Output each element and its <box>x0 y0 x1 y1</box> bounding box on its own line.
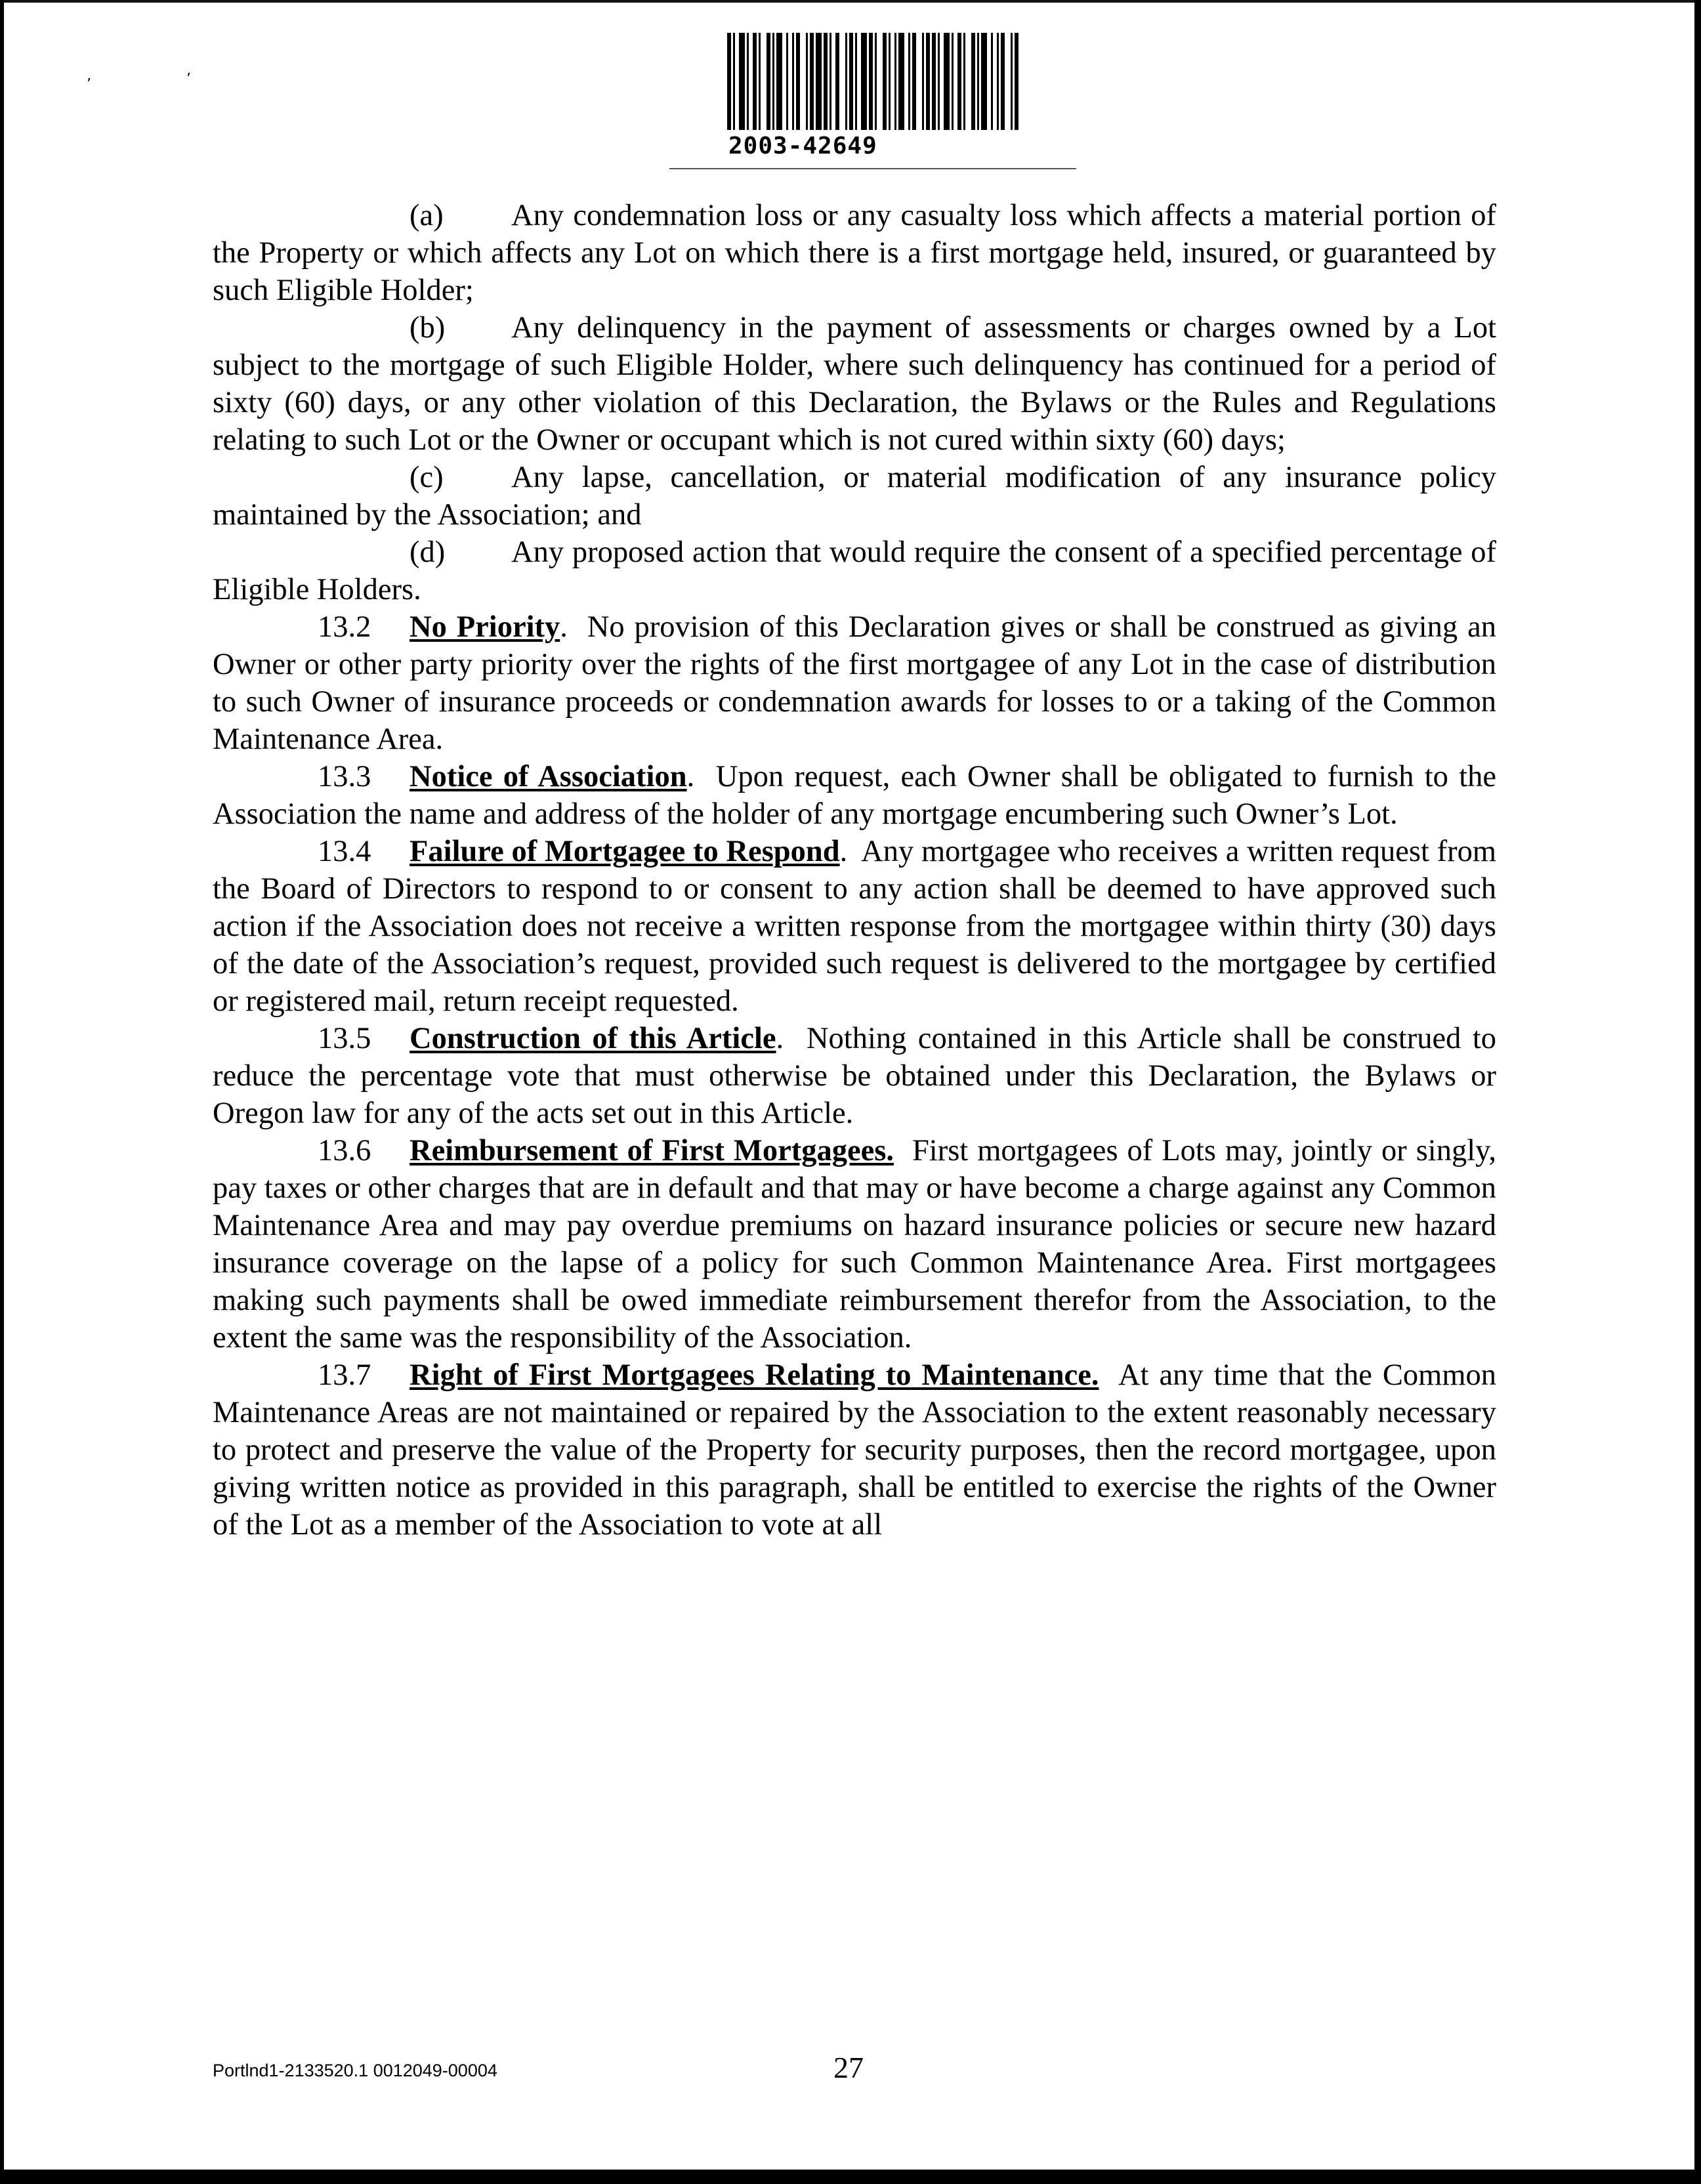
page-number: 27 <box>833 2051 864 2084</box>
recording-barcode <box>722 33 1050 184</box>
subparagraph-label: (d) <box>410 536 446 569</box>
scan-speck: ʼ <box>186 71 191 87</box>
barcode-bars <box>727 33 1022 131</box>
section-13-4 <box>213 833 1496 1020</box>
heading-punctuation: . <box>560 610 568 644</box>
section-text: At any time that the Common Maintenance Areas are not maintained or repaired by the Association to the extent reasonably necessary to protect and preserve the value of the Property for security purposes, then the record mortgagee, upon giving written notice as provided in this paragraph, shall be entitled to exercise the rights of the Owner of the Lot as a member of the Association to vote at all <box>213 1358 1496 1542</box>
subparagraph-label: (c) <box>410 461 444 494</box>
section-number: 13.7 <box>318 1358 371 1392</box>
heading-punctuation: . <box>776 1022 784 1055</box>
heading-punctuation: . <box>686 760 695 793</box>
subparagraph-text: Any lapse, cancellation, or material modification of any insurance policy maintained by the Association; and <box>213 461 1496 532</box>
section-text: Nothing contained in this Article shall be construed to reduce the percentage vote that must otherwise be obtained under this Declaration, the Bylaws or Oregon law for any of the acts set out in this Article. <box>213 1022 1496 1130</box>
scan-border-bottom <box>0 2170 1701 2184</box>
subparagraph-label: (b) <box>410 311 446 345</box>
subparagraph-text: Any condemnation loss or any casualty loss which affects a material portion of the Property or which affects any Lot on which there is a first mortgage held, insured, or guaranteed by such Eligible Holder; <box>213 199 1496 307</box>
scan-border-right <box>1694 0 1701 2184</box>
footer-document-id: Portlnd1-2133520.1 0012049-00004 <box>213 2061 497 2080</box>
section-heading: Right of First Mortgagees Relating to Maintenance. <box>410 1358 1099 1392</box>
scan-border-left <box>0 0 4 2184</box>
section-13-7 <box>213 1356 1496 1544</box>
section-heading: Failure of Mortgagee to Respond <box>410 835 840 868</box>
section-number: 13.2 <box>318 610 371 644</box>
subparagraph-a <box>213 197 1496 309</box>
subparagraph-d <box>213 534 1496 608</box>
section-heading: Construction of this Article <box>410 1022 776 1055</box>
barcode-underline <box>669 168 1076 169</box>
subparagraph-text: Any delinquency in the payment of assessments or charges owned by a Lot subject to the mortgage of such Eligible Holder, where such delinquency has continued for a period of sixty (60) days, or any other violation of this Declaration, the Bylaws or the Rules and Regulations relating to such Lot or the Owner or occupant which is not cured within sixty (60) days; <box>213 311 1496 457</box>
section-text: Upon request, each Owner shall be obligated to furnish to the Association the name and address of the holder of any mortgage encumbering such Owner’s Lot. <box>213 760 1497 831</box>
section-number: 13.4 <box>318 835 371 868</box>
subparagraph-text: Any proposed action that would require the consent of a specified percentage of Eligible Holders. <box>213 536 1496 606</box>
document-body <box>213 197 1496 1544</box>
subparagraph-c <box>213 459 1496 534</box>
barcode-number: 2003-42649 <box>728 133 877 159</box>
section-13-5 <box>213 1020 1496 1132</box>
subparagraph-label: (a) <box>410 199 444 232</box>
scan-speck: ʼ <box>87 76 91 93</box>
scan-border-top <box>0 0 1701 3</box>
section-text: First mortgagees of Lots may, jointly or singly, pay taxes or other charges that are in default and that may or have become a charge against any Common Maintenance Area and may pay overdue premiums on hazard insurance policies or secure new hazard insurance coverage on the lapse of a policy for such Common Maintenance Area. First mortgagees making such payments shall be owed immediate reimbursement therefor from the Association, to the extent the same was the responsibility of the Association. <box>213 1134 1496 1354</box>
section-13-6 <box>213 1132 1496 1356</box>
section-number: 13.6 <box>318 1134 371 1167</box>
section-number: 13.5 <box>318 1022 371 1055</box>
section-text: Any mortgagee who receives a written request from the Board of Directors to respond to or consent to any action shall be deemed to have approved such action if the Association does not receive a written response from the mortgagee within thirty (30) days of the date of the Association’s request, provided such request is delivered to the mortgagee by certified or registered mail, return receipt requested. <box>213 835 1496 1018</box>
section-13-3 <box>213 758 1496 833</box>
section-heading: Reimbursement of First Mortgagees. <box>410 1134 894 1167</box>
section-heading: Notice of Association <box>410 760 687 793</box>
subparagraph-b <box>213 309 1496 459</box>
section-text: No provision of this Declaration gives or shall be construed as giving an Owner or other party priority over the rights of the first mortgagee of any Lot in the case of distribution to such Owner of insurance proceeds or condemnation awards for losses to or a taking of the Common Maintenance Area. <box>213 610 1497 756</box>
section-13-2 <box>213 608 1496 758</box>
section-heading: No Priority <box>410 610 560 644</box>
heading-punctuation: . <box>839 835 848 868</box>
section-number: 13.3 <box>318 760 371 793</box>
